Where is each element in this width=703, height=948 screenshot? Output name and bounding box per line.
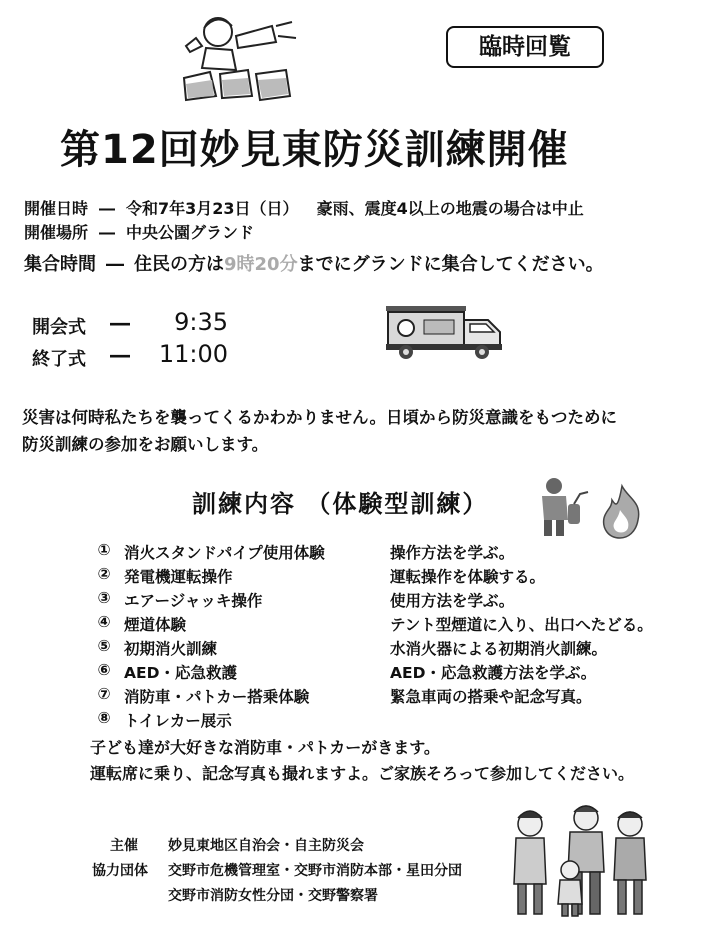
list-item (92, 709, 692, 731)
closing-time: 11:00 (158, 340, 228, 368)
fire-truck-icon (384, 302, 506, 362)
place-line (24, 220, 254, 243)
training-note-1: 子ども達が大好きな消防車・パトカーがきます。 (90, 738, 440, 757)
item-description: AED・応急救護方法を学ぶ。 (390, 664, 597, 682)
item-name: AED・応急救護 (124, 664, 237, 682)
gather-dash: ― (106, 254, 124, 275)
item-description: 操作方法を学ぶ。 (390, 544, 515, 562)
item-name: トイレカー展示 (124, 712, 232, 730)
item-description: 水消火器による初期消火訓練。 (390, 640, 608, 658)
coop-value-2: 交野市消防女性分団・交野警察署 (168, 888, 378, 904)
list-item (92, 541, 692, 563)
item-number: ⑧ (97, 709, 111, 727)
item-name: エアージャッキ操作 (124, 592, 263, 610)
circulation-badge: 臨時回覧 (446, 26, 604, 68)
place-dash: ― (99, 223, 116, 242)
date-dash: ― (99, 199, 116, 218)
date-value: 令和7年3月23日（日） (126, 199, 299, 218)
item-description: 緊急車両の搭乗や記念写真。 (390, 688, 592, 706)
place-value: 中央公園グランド (126, 223, 255, 242)
fire-extinguisher-person-icon (534, 476, 590, 540)
item-number: ⑦ (97, 685, 111, 703)
megaphone-people-icon (176, 8, 306, 108)
training-heading: 訓練内容 （体験型訓練） (192, 490, 489, 518)
coop-label: 協力団体 (92, 863, 148, 879)
item-description: 使用方法を学ぶ。 (390, 592, 515, 610)
item-description: 運転操作を体験する。 (390, 568, 546, 586)
date-label: 開催日時 (24, 199, 89, 218)
training-note-2: 運転席に乗り、記念写真も撮れますよ。ご家族そろって参加してください。 (90, 764, 635, 783)
opening-label: 開会式 (32, 317, 86, 338)
closing-label: 終了式 (32, 349, 86, 370)
closing-dash: ― (110, 343, 130, 367)
item-number: ⑥ (97, 661, 111, 679)
gather-pre: 住民の方は (134, 254, 224, 275)
item-name: 消防車・パトカー搭乗体験 (124, 688, 310, 706)
page-title: 第12回妙見東防災訓練開催 (60, 127, 569, 173)
item-name: 消火スタンドパイプ使用体験 (124, 544, 325, 562)
list-item (92, 565, 692, 587)
family-icon (506, 800, 656, 920)
intro-line-2: 防災訓練の参加をお願いします。 (22, 435, 269, 454)
date-note: 豪雨、震度4以上の地震の場合は中止 (316, 199, 584, 218)
list-item (92, 685, 692, 707)
date-line (24, 196, 584, 219)
list-item (92, 589, 692, 611)
opening-time: 9:35 (174, 308, 228, 336)
coop-value-1: 交野市危機管理室・交野市消防本部・星田分団 (168, 863, 462, 879)
place-label: 開催場所 (24, 223, 89, 242)
item-name: 煙道体験 (124, 616, 187, 634)
item-number: ③ (97, 589, 111, 607)
item-number: ⑤ (97, 637, 111, 655)
host-label: 主催 (110, 838, 138, 854)
item-name: 発電機運転操作 (124, 568, 233, 586)
item-description: テント型煙道に入り、出口へたどる。 (390, 616, 653, 634)
gather-line (24, 250, 604, 276)
item-name: 初期消火訓練 (124, 640, 218, 658)
item-number: ② (97, 565, 111, 583)
list-item (92, 637, 692, 659)
list-item (92, 661, 692, 683)
opening-dash: ― (110, 311, 130, 335)
gather-post: までにグランドに集合してください。 (297, 254, 604, 275)
item-number: ① (97, 541, 111, 559)
intro-line-1: 災害は何時私たちを襲ってくるかわかりません。日頃から防災意識をもつために (22, 408, 617, 427)
list-item (92, 613, 692, 635)
gather-label: 集合時間 (24, 254, 96, 275)
host-value: 妙見東地区自治会・自主防災会 (168, 838, 364, 854)
gather-time: 9時20分 (224, 254, 298, 275)
flame-icon (598, 484, 646, 540)
item-number: ④ (97, 613, 111, 631)
